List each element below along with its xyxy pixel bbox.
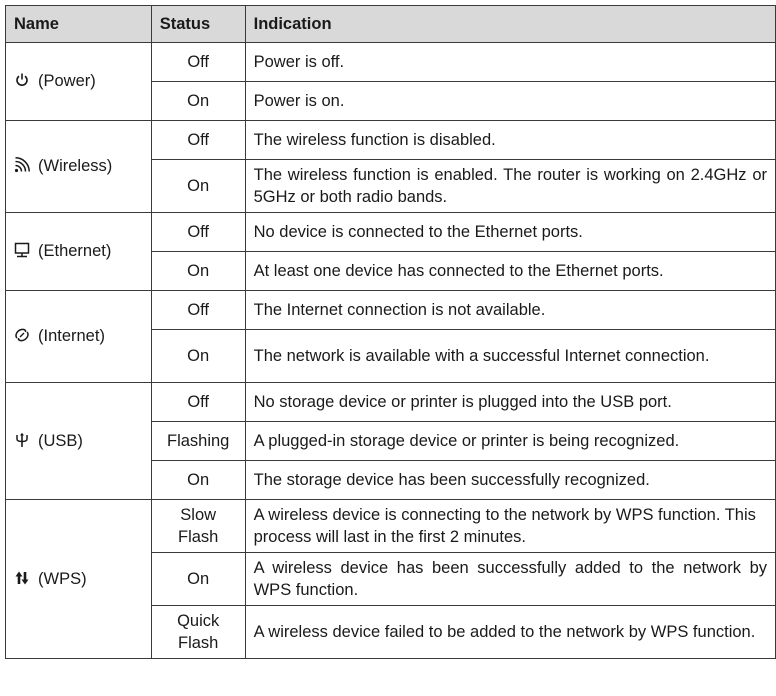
internet-icon — [14, 327, 30, 343]
indication-cell: Power is on. — [245, 82, 775, 121]
indication-cell: A wireless device failed to be added to the network by WPS function. — [245, 606, 775, 659]
power-icon — [14, 72, 30, 88]
name-cell-usb — [6, 383, 152, 500]
name-cell-internet — [6, 291, 152, 383]
name-cell-wireless — [6, 121, 152, 213]
wireless-icon — [14, 157, 30, 173]
indication-cell: At least one device has connected to the Ethernet ports. — [245, 252, 775, 291]
status-cell: On — [151, 82, 245, 121]
status-cell: Off — [151, 291, 245, 330]
table-row — [6, 213, 776, 252]
header-status: Status — [151, 6, 245, 43]
status-cell: On — [151, 252, 245, 291]
status-cell: Off — [151, 213, 245, 252]
led-name: (USB) — [38, 431, 83, 450]
indication-cell: Power is off. — [245, 43, 775, 82]
name-cell-power — [6, 43, 152, 121]
ethernet-icon — [14, 242, 30, 258]
status-cell: On — [151, 330, 245, 383]
status-cell: On — [151, 160, 245, 213]
indication-cell: No device is connected to the Ethernet ports. — [245, 213, 775, 252]
indication-cell: The storage device has been successfully recognized. — [245, 461, 775, 500]
status-cell: Off — [151, 383, 245, 422]
header-name: Name — [6, 6, 152, 43]
header-indication: Indication — [245, 6, 775, 43]
indication-cell: A plugged-in storage device or printer is being recognized. — [245, 422, 775, 461]
led-name: (WPS) — [38, 569, 87, 588]
led-name: (Wireless) — [38, 157, 113, 175]
indication-cell: No storage device or printer is plugged into the USB port. — [245, 383, 775, 422]
status-cell: Slow Flash — [151, 500, 245, 553]
name-cell-ethernet — [6, 213, 152, 291]
status-cell: On — [151, 553, 245, 606]
indication-cell: A wireless device has been successfully added to the network by WPS function. — [245, 553, 775, 606]
led-name: (Internet) — [38, 327, 105, 345]
led-name: (Power) — [38, 72, 96, 90]
status-cell: Flashing — [151, 422, 245, 461]
status-cell: Off — [151, 121, 245, 160]
table-row — [6, 500, 776, 553]
indication-cell: The Internet connection is not available. — [245, 291, 775, 330]
indication-cell: The wireless function is disabled. — [245, 121, 775, 160]
table-row — [6, 121, 776, 160]
indication-cell: The network is available with a successful Internet connection. — [245, 330, 775, 383]
table-row — [6, 291, 776, 330]
indication-cell: A wireless device is connecting to the network by WPS function. This process will last in the first 2 minutes. — [245, 500, 775, 553]
led-indicator-table — [5, 5, 776, 659]
led-name: (Ethernet) — [38, 242, 112, 260]
status-cell: Off — [151, 43, 245, 82]
name-cell-wps — [6, 500, 152, 659]
indication-cell: The wireless function is enabled. The router is working on 2.4GHz or 5GHz or both radio bands. — [245, 160, 775, 213]
usb-icon — [14, 432, 30, 448]
status-cell: Quick Flash — [151, 606, 245, 659]
status-cell: On — [151, 461, 245, 500]
table-row — [6, 43, 776, 82]
table-row — [6, 383, 776, 422]
wps-icon — [14, 570, 30, 586]
